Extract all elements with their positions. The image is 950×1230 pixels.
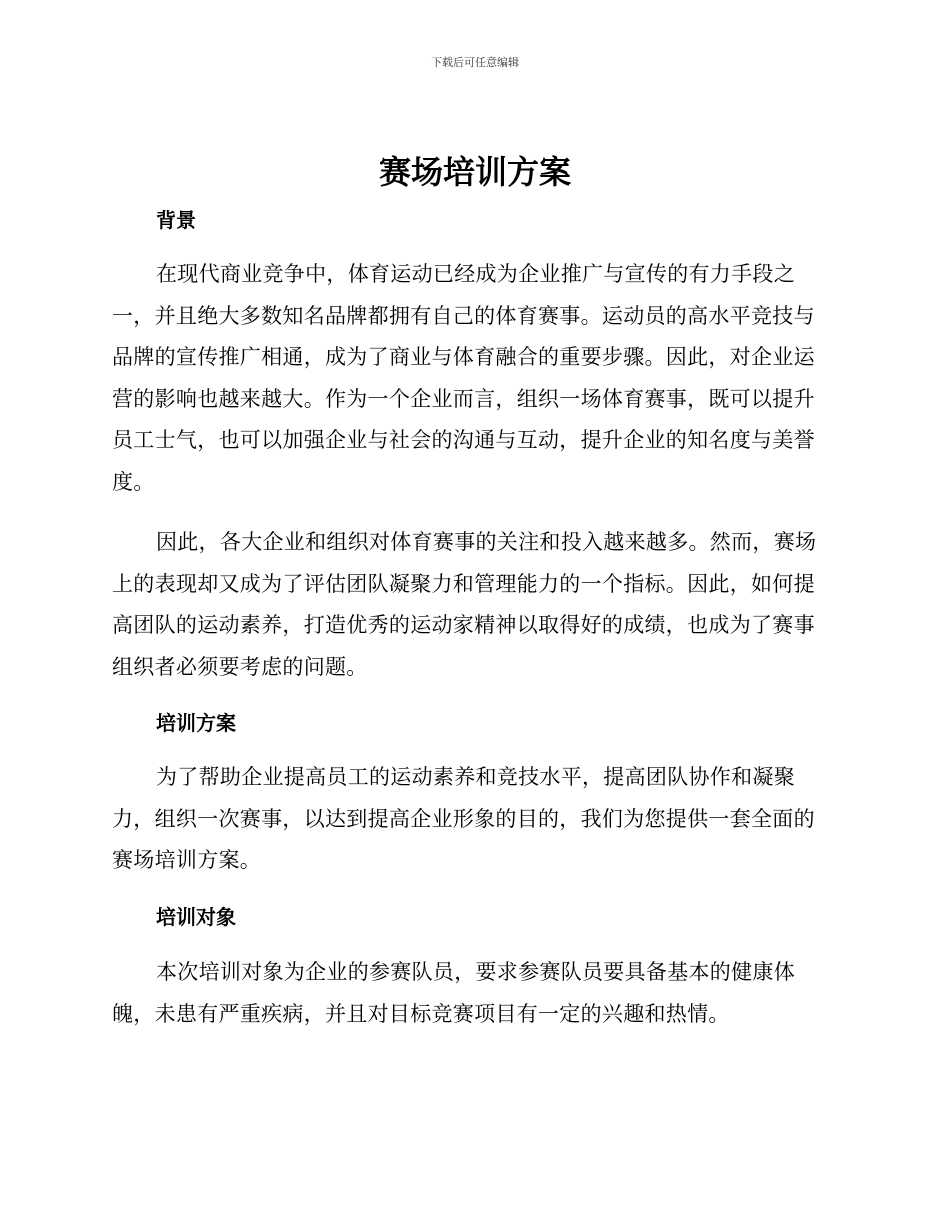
- header-note: 下载后可任意编辑: [431, 56, 519, 69]
- paragraph: 为了帮助企业提高员工的运动素养和竞技水平，提高团队协作和凝聚力，组织一次赛事，以达到提高企业形象的目的，我们为您提供一套全面的赛场培训方案。: [112, 765, 815, 872]
- paragraph: 因此，各大企业和组织对体育赛事的关注和投入越来越多。然而，赛场上的表现却又成为了评估团队凝聚力和管理能力的一个指标。因此，如何提高团队的运动素养，打造优秀的运动家精神以取得好的成绩，也成为了赛事组织者必须要考虑的问题。: [112, 530, 817, 679]
- document-title: 赛场培训方案: [378, 153, 571, 191]
- section-heading: 背景: [156, 208, 196, 232]
- section-background-body: [112, 254, 832, 503]
- section-heading: 培训对象: [156, 905, 236, 929]
- section-background: [112, 206, 832, 234]
- section-background-body-2: [112, 522, 832, 688]
- section-training-plan-body: [112, 757, 832, 882]
- section-training-plan: [112, 709, 832, 737]
- paragraph: 本次培训对象为企业的参赛队员，要求参赛队员要具备基本的健康体魄，未患有严重疾病，并且对目标竞赛项目有一定的兴趣和热情。: [112, 960, 795, 1026]
- section-heading: 培训方案: [156, 711, 236, 735]
- section-training-target-body: [112, 952, 832, 1035]
- paragraph: 在现代商业竞争中，体育运动已经成为企业推广与宣传的有力手段之一，并且绝大多数知名品牌都拥有自己的体育赛事。运动员的高水平竞技与品牌的宣传推广相通，成为了商业与体育融合的重要步骤。因此，对企业运营的影响也越来越大。作为一个企业而言，组织一场体育赛事，既可以提升员工士气，也可以加强企业与社会的沟通与互动，提升企业的知名度与美誉度。: [112, 262, 815, 494]
- section-training-target: [112, 903, 832, 931]
